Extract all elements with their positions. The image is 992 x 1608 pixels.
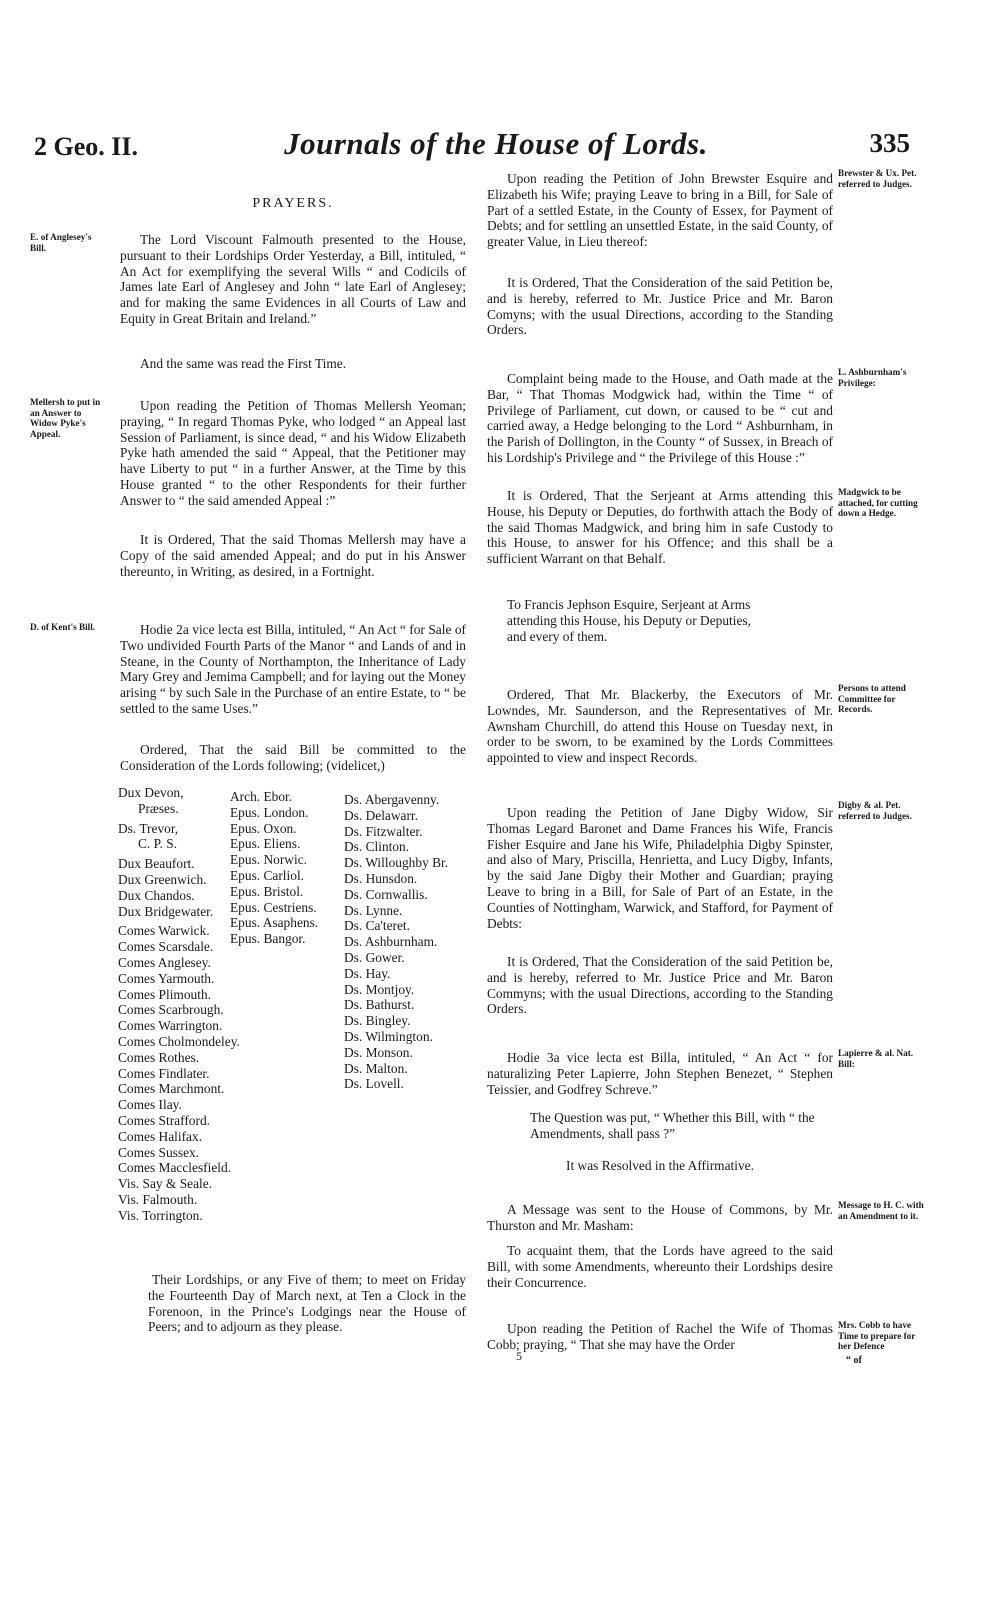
lord-entry: Ds. Abergavenny. <box>344 792 440 807</box>
lord-entry: Epus. Asaphens. <box>230 915 319 931</box>
paragraph-records-order: Ordered, That Mr. Blackerby, the Executors of Mr. Lowndes, Mr. Saunderson, and the Representatives of Mr. Awnsham Churchill, do attend this House on Tuesday next, in order to be sworn, to be examined by the Lords Committees appointed to view and inspect Records. <box>487 687 833 766</box>
lord-entry: Ds. Malton. <box>344 1060 408 1076</box>
paragraph-digby-order: It is Ordered, That the Consideration of the said Petition be, and is hereby, referred to Mr. Justice Price and Mr. Baron Commyns; with the usual Directions, according to the Standing Orders. <box>487 954 833 1017</box>
lord-entry: Ds. Trevor, <box>118 820 179 836</box>
margin-note-mellersh: Mellersh to put in an Answer to Widow Pyke's Appeal. <box>30 397 101 439</box>
lord-entry: Vis. Torrington. <box>118 1207 203 1223</box>
lord-entry: Ds. Lovell. <box>344 1076 404 1092</box>
lord-entry: Comes Yarmouth. <box>118 970 215 986</box>
lord-entry: Ds. Cornwallis. <box>344 886 428 902</box>
paragraph-lapierre-bill: Hodie 3a vice lecta est Billa, intituled, “ An Act “ for naturalizing Peter Lapierre, John Stephen Benezet, “ Stephen Teissier, and Godfrey Schreve.” <box>487 1050 833 1097</box>
margin-note-madgwick: Madgwick to be attached, for cutting down a Hedge. <box>838 487 918 518</box>
lord-entry: Comes Findlater. <box>118 1065 210 1081</box>
lord-entry: Comes Sussex. <box>118 1144 200 1160</box>
lord-entry: Dux Chandos. <box>118 887 195 903</box>
lord-entry: Ds. Ashburnham. <box>344 934 438 950</box>
paragraph-digby-petition: Upon reading the Petition of Jane Digby Widow, Sir Thomas Legard Baronet and Dame Frances his Wife, Francis Fisher Esquire and Jane his Wife, Philadelphia Digby Spinster, and also of Mary, Priscilla, Henrietta, and Lucy Digby, Infants, by the said Jane Digby their Mother and Guardian; praying Leave to bring in a Bill, for Sale of Part of an Estate, in the Counties of Nottingham, Warwick, and Stafford, for Payment of Debts: <box>487 805 833 931</box>
lords-list-temporal <box>118 785 240 1224</box>
paragraph-message: A Message was sent to the House of Commons, by Mr. Thurston and Mr. Masham: <box>487 1202 833 1233</box>
paragraph-brewster-order: It is Ordered, That the Consideration of the said Petition be, and is hereby, referred to Mr. Justice Price and Mr. Baron Comyns; with the usual Directions, according to the Standing Orders. <box>487 275 833 338</box>
paragraph-brewster-petition: Upon reading the Petition of John Brewster Esquire and Elizabeth his Wife; praying Leave to bring in a Bill, for Sale of Part of a settled Estate, in the County of Essex, for Payment of Debts; and for settling an unsettled Estate, in the said County, of greater Value, in Lieu thereof: <box>487 171 833 250</box>
paragraph-attach-order: It is Ordered, That the Serjeant at Arms attending this House, his Deputy or Deputies, do forthwith attach the Body of the said Thomas Madgwick, and bring him in safe Custody to this House, to answer for his Offence; and this shall be a sufficient Warrant on that Behalf. <box>487 488 833 567</box>
lord-entry: Comes Macclesfield. <box>118 1160 232 1176</box>
lord-entry: Comes Plimouth. <box>118 986 212 1002</box>
lord-entry: Ds. Hay. <box>344 965 391 981</box>
paragraph-mellersh-order: It is Ordered, That the said Thomas Mellersh may have a Copy of the said amended Appeal; and do put in his Answer thereunto, in Writing, as desired, in a Fortnight. <box>120 532 466 579</box>
margin-note-message: Message to H. C. with an Amendment to it. <box>838 1200 924 1221</box>
lord-entry: Epus. Norwic. <box>230 852 307 868</box>
lord-entry: Ds. Ca'teret. <box>344 918 410 934</box>
lord-entry: Epus. Carliol. <box>230 867 305 883</box>
lord-entry: Comes Strafford. <box>118 1112 210 1128</box>
lord-entry: Ds. Hunsdon. <box>344 870 418 886</box>
lord-entry: Ds. Wilmington. <box>344 1028 433 1044</box>
lord-entry: Ds. Fitzwalter. <box>344 823 423 839</box>
lord-entry: Comes Rothes. <box>118 1049 200 1065</box>
lord-entry: Vis. Say & Seale. <box>118 1176 213 1192</box>
paragraph-acquaint: To acquaint them, that the Lords have agreed to the said Bill, with some Amendments, whereunto their Lordships desire their Concurrence. <box>487 1243 833 1290</box>
paragraph-mellersh-petition: Upon reading the Petition of Thomas Mellersh Yeoman; praying, “ In regard Thomas Pyke, who lodged “ an Appeal last Session of Parliament, is since dead, “ and his Widow Elizabeth Pyke hath amended the said “ Appeal, that the Petitioner may have Liberty to put “ in a further Answer, at the Time by this House granted “ to the other Respondents for their further Answer to “ the said amended Appeal :” <box>120 398 466 508</box>
page-number: 335 <box>869 128 910 158</box>
lord-entry: Comes Anglesey. <box>118 954 211 970</box>
lord-entry: Epus. Cestriens. <box>230 899 317 915</box>
lord-entry: Præses. <box>138 800 179 816</box>
lord-entry: Ds. Clinton. <box>344 839 410 855</box>
lord-entry: Comes Warwick. <box>118 923 210 939</box>
lord-entry: Epus. London. <box>230 804 309 820</box>
lord-entry: Epus. Bangor. <box>230 931 306 947</box>
paragraph-anglesey-bill: The Lord Viscount Falmouth presented to the House, pursuant to their Lordships Order Yesterday, a Bill, intituled, “ An Act for exemplifying the several Wills “ and Codicils of James late Earl of Anglesey and John “ late Earl of Anglesey; and for making the same Evidences in all Courts of Law and Equity in Great Britain and Ireland.” <box>120 232 466 326</box>
lord-entry: Ds. Gower. <box>344 949 405 965</box>
margin-note-records: Persons to attend Committee for Records. <box>838 683 906 714</box>
regnal-year: 2 Geo. II. <box>34 132 138 161</box>
lord-entry: Comes Cholmondeley. <box>118 1033 240 1049</box>
lord-entry: Ds. Willoughby Br. <box>344 855 449 871</box>
lord-entry: Dux Devon, <box>118 785 184 800</box>
lord-entry: Ds. Lynne. <box>344 902 403 918</box>
lord-entry: Comes Halifax. <box>118 1128 203 1144</box>
paragraph-serjeant: To Francis Jephson Esquire, Serjeant at Arms attending this House, his Deputy or Deputies, and every of them. <box>507 597 751 644</box>
margin-note-lapierre: Lapierre & al. Nat. Bill: <box>838 1048 914 1069</box>
lord-entry: Ds. Bingley. <box>344 1013 411 1029</box>
paragraph-meeting: Their Lordships, or any Five of them; to meet on Friday the Fourteenth Day of March next, at Ten a Clock in the Forenoon, in the Prince's Lodgings near the House of Peers; and to adjourn as they please. <box>148 1272 466 1335</box>
lords-list-barons <box>344 792 448 1092</box>
signature-mark: 5 <box>516 1349 522 1363</box>
lord-entry: Ds. Montjoy. <box>344 981 415 997</box>
paragraph-committee-order: Ordered, That the said Bill be committed to the Consideration of the Lords following; (videlicet,) <box>120 742 466 773</box>
paragraph-first-reading: And the same was read the First Time. <box>140 356 347 371</box>
lord-entry: Epus. Eliens. <box>230 836 301 852</box>
lord-entry: Comes Warrington. <box>118 1018 223 1034</box>
paragraph-cobb-petition: Upon reading the Petition of Rachel the Wife of Thomas Cobb; praying, “ That she may have the Order <box>487 1321 833 1352</box>
lord-entry: Vis. Falmouth. <box>118 1191 198 1207</box>
lord-entry: Ds. Bathurst. <box>344 997 415 1013</box>
margin-note-brewster: Brewster & Ux. Pet. referred to Judges. <box>838 168 917 189</box>
margin-note-ashburnham: L. Ashburnham's Privilege: <box>838 367 907 388</box>
paragraph-kent-bill: Hodie 2a vice lecta est Billa, intituled, “ An Act “ for Sale of Two undivided Fourth Parts of the Manor “ and Lands of and in Steane, in the County of Northampton, the Inheritance of Lady Mary Grey and Jemima Campbell; and for laying out the Money arising “ by such Sale in the Purchase of an entire Estate, to “ be settled to the same Uses.” <box>120 622 466 716</box>
lords-list-spiritual <box>230 789 318 947</box>
page-title: Journals of the House of Lords. <box>284 126 708 161</box>
lord-entry: Comes Scarsdale. <box>118 939 214 955</box>
paragraph-complaint: Complaint being made to the House, and Oath made at the Bar, “ That Thomas Modgwick had, within the Time “ of Privilege of Parliament, cut down, or caused to be “ cut and carried away, a Hedge belonging to the Lord “ Ashburnham, in the Parish of Dollington, in the County “ of Sussex, in Breach of his Lordship's Privilege and “ the Privilege of this House :” <box>487 371 833 465</box>
margin-note-anglesey: E. of Anglesey's Bill. <box>30 232 92 253</box>
lord-entry: Dux Greenwich. <box>118 871 207 887</box>
margin-note-kent: D. of Kent's Bill. <box>30 622 96 632</box>
lord-entry: Ds. Delawarr. <box>344 807 418 823</box>
lord-entry: C. P. S. <box>138 836 178 852</box>
prayers-heading: PRAYERS. <box>252 196 334 211</box>
lord-entry: Epus. Oxon. <box>230 820 297 836</box>
lord-entry: Comes Marchmont. <box>118 1081 225 1097</box>
lord-entry: Ds. Monson. <box>344 1044 413 1060</box>
lord-entry: Dux Bridgewater. <box>118 903 214 919</box>
lord-entry: Comes Ilay. <box>118 1097 182 1113</box>
catchword: “ of <box>846 1355 862 1366</box>
paragraph-resolved: It was Resolved in the Affirmative. <box>566 1158 754 1173</box>
lord-entry: Comes Scarbrough. <box>118 1002 224 1018</box>
lord-entry: Epus. Bristol. <box>230 883 304 899</box>
margin-note-cobb: Mrs. Cobb to have Time to prepare for her Defence <box>838 1320 916 1351</box>
paragraph-question: The Question was put, “ Whether this Bill, with “ the Amendments, shall pass ?” <box>530 1110 815 1141</box>
lord-entry: Arch. Ebor. <box>230 789 293 804</box>
lord-entry: Dux Beaufort. <box>118 856 195 872</box>
margin-note-digby: Digby & al. Pet. referred to Judges. <box>838 800 912 821</box>
